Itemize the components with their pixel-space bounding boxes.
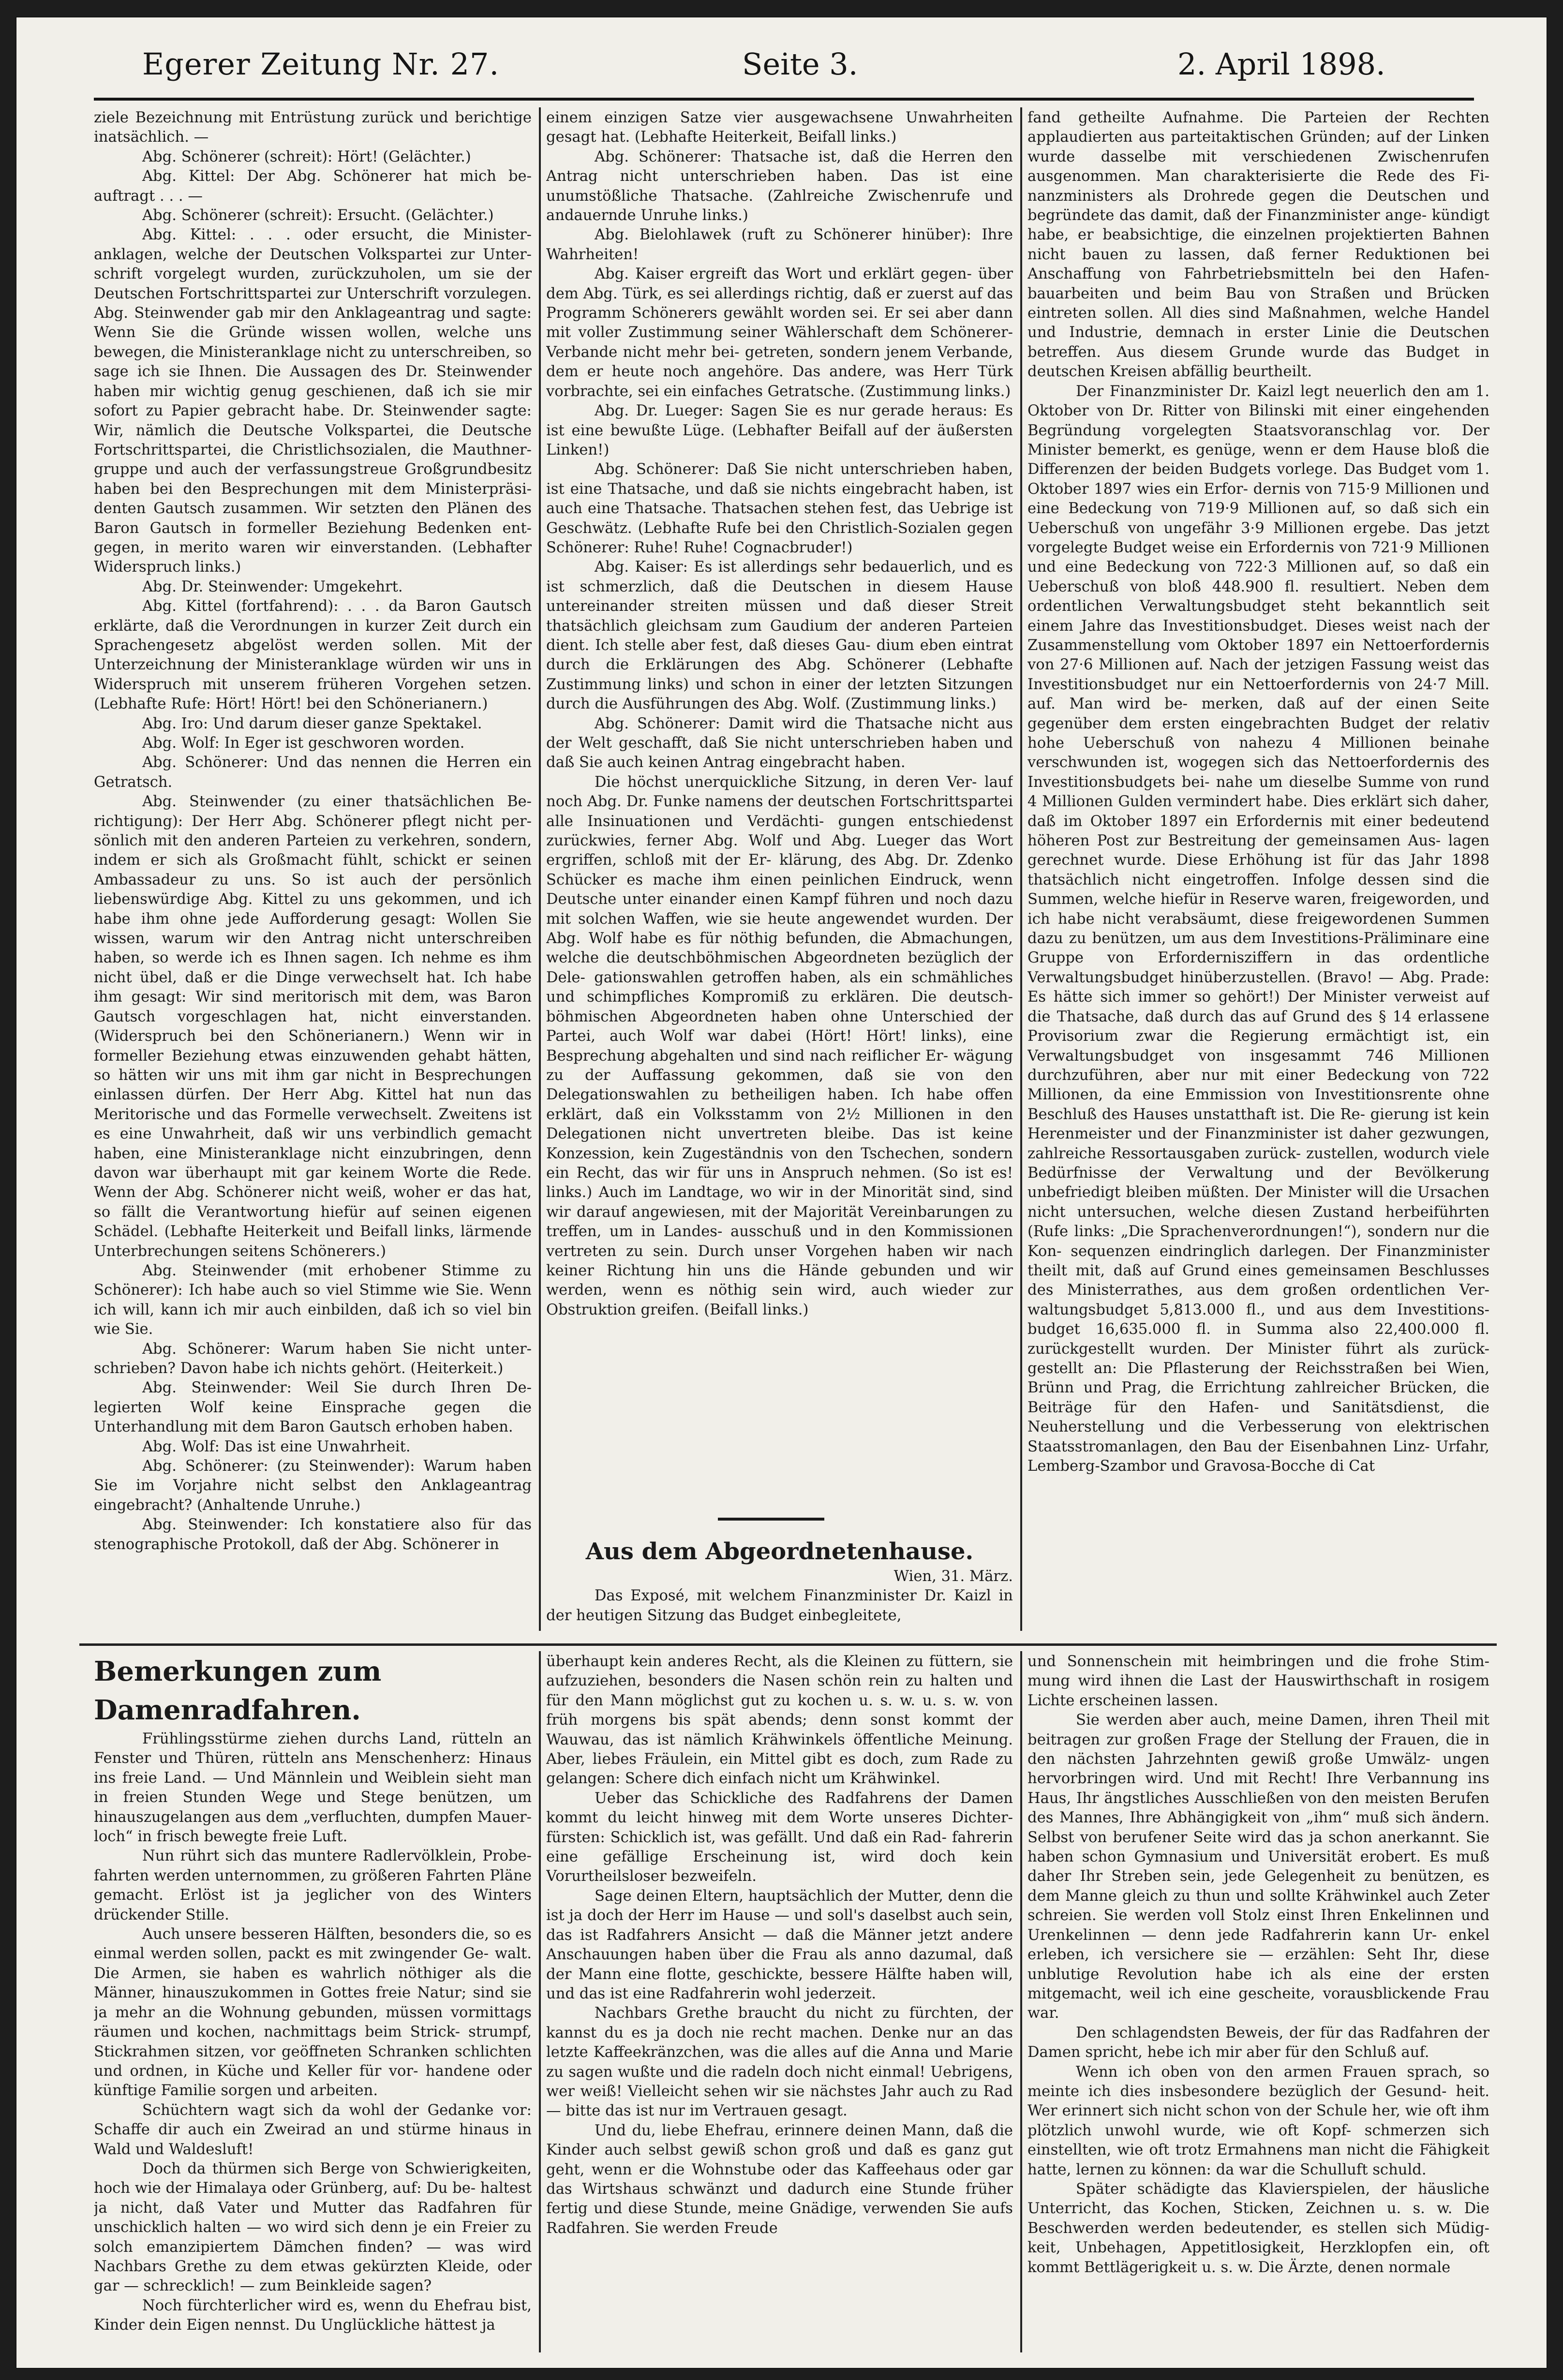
- section-heading: Aus dem Abgeordnetenhause.: [585, 1538, 974, 1565]
- paragraph: fand getheilte Aufnahme. Die Parteien der Rechten applaudierten aus parteitaktischen Gründen; auf der Linken wurde dasselbe mit verschiedenen Zwischenrufen ausgenommen. Man charakterisierte die Rede des Fi- nanzministers als Drohrede gegen die Deutschen und begründete das damit, daß der Finanzminister ange- kündigt habe, er beabsichtige, die einzelnen projektierten Bahnen nicht bauen zu lassen, daß ferner Reduktionen bei Anschaffung von Fahrbetriebsmitteln bei den Hafen- bauarbeiten und beim Bau von Straßen und Brücken eintreten sollen. All dies sind Maßnahmen, welche Handel und Industrie, demnach in erster Linie die Deutschen betreffen. Aus diesem Grunde wurde das Budget in deutschen Kreisen abfällig beurtheilt.: [1027, 109, 1489, 381]
- paragraph: Abg. Kittel (fortfahrend): . . . da Baron Gautsch erklärte, daß die Verordnungen in kurzer Zeit durch ein Sprachengesetz abgelöst werden sollen. Mit der Unterzeichnung der Ministeranklage würden wir uns in Widerspruch mit unserem früheren Vorgehen setzen. (Lebhafte Rufe: Hört! Hört! bei den Schönerianern.): [94, 598, 532, 713]
- paragraph: Die höchst unerquickliche Sitzung, in deren Ver- lauf noch Abg. Dr. Funke namens der deutschen Fortschrittspartei alle Insinuationen und Verdächti- gungen entschiedenst zurückwies, ferner Abg. Wolf und Abg. Lueger das Wort ergriffen, schloß mit der Er- klärung, des Abg. Dr. Zdenko Schücker es mache ihm einen peinlichen Eindruck, wenn Deutsche unter einander einen Kampf führen und noch dazu mit solchen Waffen, wie sie heute angewendet wurden. Der Abg. Wolf habe es für nöthig befunden, die Abmachungen, welche die deutschböhmischen Abgeordneten bezüglich der Dele- gationswahlen getroffen haben, als ein schmähliches und schimpfliches Kompromiß zu erklären. Die deutsch- böhmischen Abgeordneten haben ohne Unterschied der Partei, auch Wolf war dabei (Hört! Hört! links), eine Besprechung abgehalten und sind nach reiflicher Er- wägung zu der Auffassung gekommen, daß sie von den Delegationswahlen zu betheiligen haben. Ich habe offen erklärt, daß ein Volksstamm von 2½ Millionen in den Delegationen nicht unvertreten bleibe. Das ist keine Konzession, kein Zugeständnis von den Tschechen, sondern ein Recht, das wir für uns in Anspruch nehmen. (So ist es! links.) Auch im Landtage, wo wir in der Minorität sind, sind wir darauf angewiesen, mit der Majorität Vereinbarungen zu treffen, um in Landes- ausschuß und in den Kommissionen vertreten zu sein. Durch unser Vorgehen haben wir nach keiner Richtung hin uns die Hände gebunden und wir werden, wenn es nöthig sein wird, auch wieder zur Obstruktion greifen. (Beifall links.): [546, 773, 1013, 1318]
- paper-title: Egerer Zeitung Nr. 27.: [142, 46, 500, 82]
- paragraph: Ueber das Schickliche des Radfahrens der Damen kommt du leicht hinweg mit dem Worte unseres Dichter- fürsten: Schicklich ist, was gefällt. Und daß ein Rad- fahrerin eine gefällige Erscheinung ist, wird doch kein Vorurtheilsloser bezweifeln.: [546, 1789, 1013, 1885]
- paragraph: Abg. Schönerer: Und das nennen die Herren ein Getratsch.: [94, 754, 532, 791]
- paragraph: Und du, liebe Ehefrau, erinnere deinen Mann, daß die Kinder auch selbst gewiß schon groß und daß es ganz gut geht, wenn er die Wohnstube oder das Kaffeehaus oder gar das Wirtshaus schwänzt und dadurch eine Stunde früher fertig und diese Stunde, meine Gnädige, verwenden Sie aufs Radfahren. Sie werden Freude: [546, 2122, 1013, 2237]
- paragraph: Abg. Kittel: . . . oder ersucht, die Minister- anklagen, welche der Deutschen Volkspartei zur Unter- schrift vorgelegt wurden, zurückzuholen, um sie der Deutschen Fortschrittspartei zur Unterschrift vorzulegen. Abg. Steinwender gab mir den Anklageantrag und sagte: Wenn Sie die Gründe wissen wollen, welche uns bewegen, die Ministeranklage nicht zu unterschreiben, so sage ich sie Ihnen. Die Aussagen des Dr. Steinwender haben mir wichtig genug geschienen, daß ich sie mir sofort zu Papier gebracht habe. Dr. Steinwender sagte: Wir, nämlich die Deutsche Volkspartei, die Deutsche Fortschrittspartei, die Christlichsozialen, die Mauthner- gruppe und auch der verfassungstreue Großgrundbesitz haben bei den Besprechungen mit dem Ministerpräsi- denten Gautsch zusammen. Wir setzten den Plänen des Baron Gautsch in formeller Beziehung Bedenken ent- gegen, in merito waren wir einverstanden. (Lebhafter Widerspruch links.): [94, 226, 532, 576]
- section-separator: [718, 1518, 824, 1521]
- column-3: [1027, 108, 1489, 1637]
- column-divider: [1020, 1651, 1022, 2352]
- paragraph: Abg. Kaiser ergreift das Wort und erklärt gegen- über dem Abg. Türk, es sei allerdings richtig, daß er zuerst auf das Programm Schönerers gewählt worden sei. Er sei aber dann mit voller Zustimmung seiner Wählerschaft dem Schönerer-Verbande nicht mehr bei- getreten, sondern jenem Verbande, dem er heute noch angehöre. Das andere, was Herr Türk vorbrachte, sei ein einfaches Getratsche. (Zustimmung links.): [546, 266, 1013, 400]
- paragraph: Sie werden aber auch, meine Damen, ihren Theil mit beitragen zur großen Frage der Stellung der Frauen, die in den nächsten Jahrzehnten gewiß große Umwälz- ungen hervorbringen wird. Und mit Recht! Ihre Verbannung ins Haus, Ihr ängstliches Ausschließen von den meisten Berufen des Mannes, Ihre Abhängigkeit von „ihm“ muß sich ändern. Selbst von berufener Seite wird das ja schon anerkannt. Sie haben schon Gymnasium und Universität erobert. Es muß daher Ihr Streben sein, jede Gelegenheit zu benützen, es dem Manne gleich zu thun und sollte Krähwinkel auch Zeter schreien. Sie werden voll Stolz einst Ihren Enkelinnen und Urenkelinnen — denn jede Radfahrerin kann Ur- enkel erleben, ich versichere sie — erzählen: Seht Ihr, diese unblutige Revolution habe ich als eine der ersten mitgemacht, weil ich eine gescheite, vorausblickende Frau war.: [1027, 1712, 1489, 2022]
- paragraph: Abg. Schönerer (schreit): Ersucht. (Gelächter.): [142, 207, 494, 224]
- article-heading: Bemerkungen zum Damenradfahren.: [94, 1656, 382, 1726]
- dateline: Wien, 31. März.: [893, 1568, 1013, 1585]
- column-divider: [539, 1651, 541, 2352]
- bottom-column-1: [94, 1652, 532, 2349]
- paragraph: Abg. Iro: Und darum dieser ganze Spektakel.: [142, 715, 482, 732]
- paragraph: Abg. Kittel: Der Abg. Schönerer hat mich be- auftragt . . . —: [94, 168, 532, 205]
- paragraph: ziele Bezeichnung mit Entrüstung zurück und berichtige inatsächlich. —: [94, 109, 532, 146]
- paragraph: Abg. Dr. Steinwender: Umgekehrt.: [142, 578, 403, 595]
- paragraph: Auch unsere besseren Hälften, besonders die, so es einmal werden sollen, packt es mit zwingender Ge- walt. Die Armen, sie haben es wahrlich nöthiger als die Männer, hinauszukommen in Gottes freie Natur; sind sie ja mehr an die Wohnung gebunden, müssen vormittags räumen und kochen, nachmittags beim Strick- strumpf, Stickrahmen sitzen, vor geöffneten Schranken schlichten und ordnen, in Küche und Keller für vor- handene oder künftige Familie sorgen und arbeiten.: [94, 1926, 532, 2099]
- paragraph: Nachbars Grethe braucht du nicht zu fürchten, der kannst du es ja doch nie recht machen. Denke nur an das letzte Kaffeekränzchen, was die alles auf die Anna und Marie zu sagen wußte und die radeln doch nicht einmal! Uebrigens, wer weiß! Vielleicht sehen wir sie nächstes Jahr auch zu Rad — bitte das ist nur im Vertrauen gesagt.: [546, 2005, 1013, 2120]
- newspaper-page: [16, 17, 1547, 2368]
- column-divider: [1020, 107, 1022, 1631]
- column-2: [546, 108, 1013, 1501]
- bottom-column-3: [1027, 1652, 1489, 2349]
- paragraph: Abg. Kaiser: Es ist allerdings sehr bedauerlich, und es ist schmerzlich, daß die Deutschen in diesem Hause untereinander streiten müssen und daß dieser Streit thatsächlich gleichsam zum Gaudium der anderen Parteien dient. Ich stelle aber fest, daß dieses Gau- dium eben eintrat durch die Erklärungen des Abg. Schönerer (Lebhafte Zustimmung links) und schon in einer der letzten Sitzungen durch die Ausführungen des Abg. Wolf. (Zustimmung links.): [546, 559, 1013, 713]
- paragraph: Abg. Dr. Lueger: Sagen Sie es nur gerade heraus: Es ist eine bewußte Lüge. (Lebhafter Beifall auf der äußersten Linken!): [546, 402, 1013, 458]
- paragraph: Abg. Schönerer: Daß Sie nicht unterschrieben haben, ist eine Thatsache, und daß sie nichts eingebracht haben, ist auch eine Thatsache. Thatsachen stehen fest, das Uebrige ist Geschwätz. (Lebhafte Rufe bei den Christlich-Sozialen gegen Schönerer: Ruhe! Ruhe! Cognacbruder!): [546, 461, 1013, 556]
- paragraph: Abg. Wolf: Das ist eine Unwahrheit.: [142, 1438, 411, 1455]
- paragraph: Nun rührt sich das muntere Radlervölklein, Probe- fahrten werden unternommen, zu größeren Fahrten Pläne gemacht. Erlöst ist ja jeglicher von des Winters drückender Stille.: [94, 1848, 532, 1923]
- paragraph: einem einzigen Satze vier ausgewachsene Unwahrheiten gesagt hat. (Lebhafte Heiterkeit, Beifall links.): [546, 109, 1013, 146]
- paragraph: Abg. Schönerer: Damit wird die Thatsache nicht aus der Welt geschafft, daß Sie nicht unterschrieben haben und daß Sie auch keinen Antrag eingebracht haben.: [546, 715, 1013, 771]
- paragraph: Abg. Schönerer: Warum haben Sie nicht unter- schrieben? Davon habe ich nichts gehört. (Heiterkeit.): [94, 1340, 532, 1377]
- paragraph: Abg. Steinwender: Weil Sie durch Ihren De- legierten Wolf keine Einsprache gegen die Unterhandlung mit dem Baron Gautsch erhoben haben.: [94, 1379, 532, 1436]
- column-1: [94, 108, 532, 1637]
- paragraph: Den schlagendsten Beweis, der für das Radfahren der Damen spricht, hebe ich mir aber für den Schluß auf.: [1027, 2024, 1489, 2061]
- paragraph: Abg. Steinwender: Ich konstatiere also für das stenographische Protokoll, daß der Abg. Schönerer in: [94, 1516, 532, 1553]
- feuilleton-rule: [79, 1643, 1497, 1646]
- paragraph: überhaupt kein anderes Recht, als die Kleinen zu füttern, sie aufzuziehen, besonders die Nasen schön rein zu halten und für den Mann möglichst gut zu kochen u. s. w. u. s. w. von früh morgens bis spät abends; denn sonst kommt der Wauwau, das ist nämlich Krähwinkels öffentliche Meinung. Aber, liebes Fräulein, ein Mittel gibt es doch, zum Rade zu gelangen: Schere dich einfach nicht um Krähwinkel.: [546, 1653, 1013, 1788]
- paragraph: Abg. Steinwender (zu einer thatsächlichen Be- richtigung): Der Herr Abg. Schönerer pflegt nicht per- sönlich mit den anderen Parteien zu verkehren, sondern, indem er sich als Großmacht fühlt, schickt er seinen Ambassadeur zu uns. So ist auch der persönlich liebenswürdige Abg. Kittel zu uns gekommen, und ich habe ihm ohne jede Aufforderung gesagt: Wollen Sie wissen, warum wir den Antrag nicht unterschreiben haben, so werde ich es Ihnen sagen. Ich nehme es ihm nicht übel, daß er die Dinge verwechselt hat. Ich habe ihm gesagt: Wir sind meritorisch mit dem, was Baron Gautsch vorgeschlagen hat, nicht einverstanden. (Widerspruch bei den Schönerianern.) Wenn wir in formeller Beziehung etwas einzuwenden gehabt hätten, so hätten wir uns mit ihm gar nicht in Besprechungen einlassen dürfen. Der Herr Abg. Kittel hat nun das Meritorische und das Formelle verwechselt. Zweitens ist es eine Unwahrheit, daß wir uns verbindlich gemacht haben, eine Ministeranklage nicht einzubringen, denn davon war überhaupt mit gar keinem Worte die Rede. Wenn der Abg. Schönerer nicht weiß, woher er das hat, so fällt die Verantwortung hiefür auf seinen eigenen Schädel. (Lebhafte Heiterkeit und Beifall links, lärmende Unterbrechungen seitens Schönerers.): [94, 793, 532, 1260]
- paragraph: Abg. Steinwender (mit erhobener Stimme zu Schönerer): Ich habe auch so viel Stimme wie Sie. Wenn ich will, kann ich mir auch einbilden, daß ich so viel bin wie Sie.: [94, 1262, 532, 1338]
- paragraph: Abg. Bielohlawek (ruft zu Schönerer hinüber): Ihre Wahrheiten!: [546, 226, 1013, 263]
- column-divider: [539, 107, 541, 1631]
- paragraph: Sage deinen Eltern, hauptsächlich der Mutter, denn die ist ja doch der Herr im Hause — und soll's daselbst auch sein, das ist Radfahrers Ansicht — daß die Männer jetzt andere Anschauungen haben über die Frau als anno dazumal, daß der Mann eine flotte, geschickte, bessere Hälfte haben will, und das ist eine Radfahrerin wohl jederzeit.: [546, 1887, 1013, 2002]
- masthead-rule: [94, 98, 1474, 101]
- paragraph: Frühlingsstürme ziehen durchs Land, rütteln an Fenster und Thüren, rütteln ans Menschenherz: Hinaus ins freie Land. — Und Männlein und Weiblein sieht man in freien Stunden Wege und Stege benützen, um hinauszugelangen aus dem „verfluchten, dumpfen Mauer- loch“ in frisch bewegte freie Luft.: [94, 1730, 532, 1846]
- paragraph: Abg. Schönerer: Thatsache ist, daß die Herren den Antrag nicht unterschrieben haben. Das ist eine unumstößliche Thatsache. (Zahlreiche Zwischenrufe und andauernde Unruhe links.): [546, 148, 1013, 224]
- paragraph: Später schädigte das Klavierspielen, der häusliche Unterricht, das Kochen, Sticken, Zeichnen u. s. w. Die Beschwerden werden bedeutender, es stellen sich Müdig- keit, Unbehagen, Appetitlosigkeit, Herzklopfen ein, oft kommt Bettlägerigkeit u. s. w. Die Ärzte, denen normale: [1027, 2180, 1489, 2276]
- paragraph: Doch da thürmen sich Berge von Schwierigkeiten, hoch wie der Himalaya oder Grünberg, auf: Du be- haltest ja nicht, daß Vater und Mutter das Radfahren für unschicklich halten — wo wird sich denn je ein Freier zu solch emanzipiertem Dämchen finden? — was wird Nachbars Grethe zu dem etwas gekürzten Kleide, oder gar — schrecklich! — zum Beinkleide sagen?: [94, 2160, 532, 2295]
- section-abgeordnetenhaus: [546, 1536, 1013, 1638]
- bottom-column-2: [546, 1652, 1013, 2349]
- paragraph: Das Exposé, mit welchem Finanzminister Dr. Kaizl in der heutigen Sitzung das Budget einbegleitete,: [546, 1587, 1013, 1624]
- masthead: [16, 17, 1547, 95]
- paragraph: Noch fürchterlicher wird es, wenn du Ehefrau bist, Kinder dein Eigen nennst. Du Unglückliche hättest ja: [94, 2297, 532, 2334]
- issue-date: 2. April 1898.: [1177, 46, 1385, 82]
- paragraph: Abg. Schönerer (schreit): Hört! (Gelächter.): [142, 148, 471, 165]
- paragraph: Der Finanzminister Dr. Kaizl legt neuerlich den am 1. Oktober von Dr. Ritter von Bilinski mit einer eingehenden Begründung vorgelegten Staatsvoranschlag vor. Der Minister bemerkt, es genüge, wenn er dem Hause bloß die Differenzen der beiden Budgets vorlege. Das Budget vom 1. Oktober 1897 wies ein Erfor- dernis von 715·9 Millionen und eine Bedeckung von 719·9 Millionen auf, so daß sich ein Ueberschuß von ungefähr 3·9 Millionen ergebe. Das jetzt vorgelegte Budget weise ein Erfordernis von 721·9 Millionen und eine Bedeckung von 722·3 Millionen auf, so daß ein Ueberschuß von bloß 448.900 fl. resultiert. Neben dem ordentlichen Verwaltungsbudget steht bekanntlich seit einem Jahre das Investitionsbudget. Dieses weist nach der Zusammenstellung vom Oktober 1897 ein Nettoerfordernis von 27·6 Millionen auf. Nach der jetzigen Fassung weist das Investitionsbudget nur ein Nettoerfordernis von 24·7 Mill. auf. Man wird be- merken, daß auf der einen Seite gegenüber dem ersten eingebrachten Budget der relativ hohe Ueberschuß von nahezu 4 Millionen beinahe verschwunden ist, wogegen sich das Nettoerfordernis des Investitionsbudgets bei- nahe um dieselbe Summe von rund 4 Millionen Gulden vermindert habe. Dies erklärt sich daher, daß im Oktober 1897 ein Erfordernis mit einer bedeutend höheren Post zur Bestreitung der gemeinsamen Aus- lagen gerechnet wurde. Diese Erhöhung ist für das Jahr 1898 thatsächlich nicht eingetroffen. Infolge dessen sind die Summen, welche hiefür in Reserve waren, freigeworden, und ich habe nicht verabsäumt, diese freigewordenen Summen dazu zu benützen, um aus dem Investitions-Präliminare eine Gruppe von Erfordernisziffern in das ordentliche Verwaltungsbudget hinüberzustellen. (Bravo! — Abg. Prade: Es hätte sich immer so gehört!) Der Minister verweist auf die Thatsache, daß durch das auf Grund des § 14 erlassene Provisorium zwar die Regierung ermächtigt ist, ein Verwaltungsbudget von insgesammt 746 Millionen durchzuführen, aber nur mit einer Bedeckung von 722 Millionen, da eine Emmission von Investitionsrente ohne Beschluß des Hauses unstatthaft ist. Die Re- gierung ist kein Herenmeister und der Finanzminister ist daher gezwungen, zahlreiche Ressortausgaben zurück- zustellen, wodurch viele Bedürfnisse der Verwaltung und der Bevölkerung unbefriedigt bleiben müßten. Der Minister will die Ursachen nicht untersuchen, welche diesen Zustand herbeiführten (Rufe links: „Die Sprachenverordnungen!“), sondern nur die Kon- sequenzen eindringlich darlegen. Der Finanzminister theilt mit, daß auf Grund eines gemeinsamen Beschlusses des Ministerrathes, aus dem großen ordentlichen Ver- waltungsbudget 5,813.000 fl., und aus dem Investitions- budget 16,635.000 fl. in Summa also 22,400.000 fl. zurückgestellt wurden. Der Minister führt als zurück- gestellt an: Die Pflasterung der Reichsstraßen bei Wien, Brünn und Prag, die Errichtung zahlreicher Brücken, die Beiträge für den Hafen- und Sanitätsdienst, die Neuherstellung und die Verbesserung von elektrischen Staatsstromanlagen, den Bau der Eisenbahnen Linz- Urfahr, Lemberg-Szambor und Gravosa-Bocche di Cat: [1027, 383, 1489, 1475]
- paragraph: Abg. Wolf: In Eger ist geschworen worden.: [142, 735, 465, 752]
- paragraph: Schüchtern wagt sich da wohl der Gedanke vor: Schaffe dir auch ein Zweirad an und stürme hinaus in Wald und Waldesluft!: [94, 2101, 532, 2158]
- page-number: Seite 3.: [742, 46, 858, 82]
- paragraph: Wenn ich oben von den armen Frauen sprach, so meinte ich dies insbesondere bezüglich der Gesund- heit. Wer erinnert sich nicht schon von der Schule her, wie oft ihm plötzlich unwohl wurde, wie oft Kopf- schmerzen sich einstellten, wie oft trotz Ermahnens man nicht die Fähigkeit hatte, lernen zu können: da war die Schulluft schuld.: [1027, 2063, 1489, 2178]
- paragraph: und Sonnenschein mit heimbringen und die frohe Stim- mung wird ihnen die Last der Hauswirthschaft in rosigem Lichte erscheinen lassen.: [1027, 1653, 1489, 1709]
- paragraph: Abg. Schönerer: (zu Steinwender): Warum haben Sie im Vorjahre nicht selbst den Anklageantrag eingebracht? (Anhaltende Unruhe.): [94, 1458, 532, 1514]
